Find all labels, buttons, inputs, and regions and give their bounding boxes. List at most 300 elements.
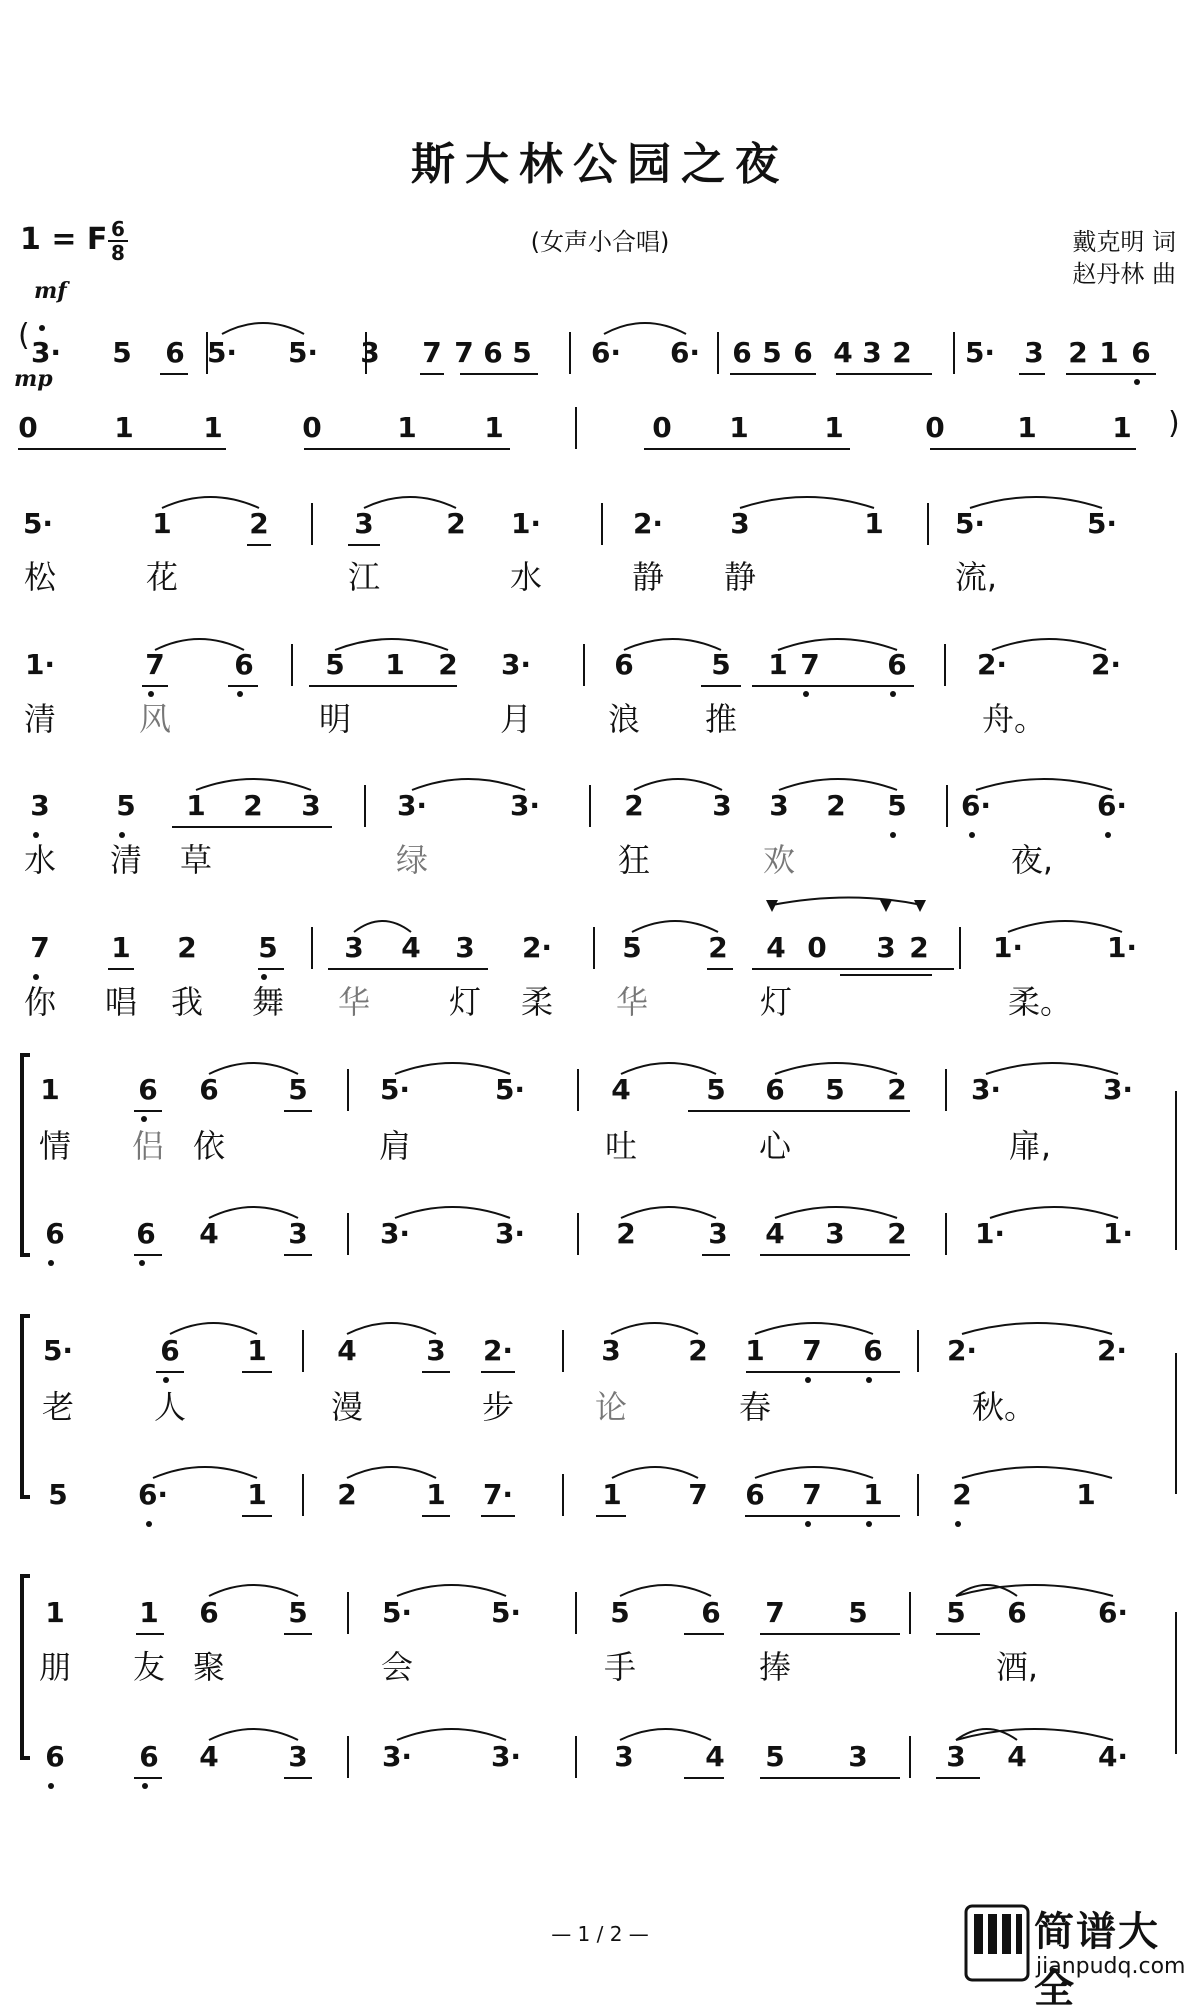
slur-r4-2	[624, 639, 721, 650]
note-r3-9: 5·	[954, 507, 986, 540]
lyric-l4-1: 风	[138, 700, 172, 738]
note-r6-14: 1·	[992, 931, 1024, 964]
note-r2-11: 1	[1112, 411, 1132, 444]
note-r1-6: 7	[422, 336, 442, 369]
note-r1-1: 5	[112, 336, 132, 369]
composer-credit: 赵丹林 曲	[1072, 260, 1176, 288]
slur-r12-0	[209, 1729, 298, 1740]
low-octave-dot-r4-2	[803, 691, 809, 697]
note-r3-8: 1	[864, 507, 884, 540]
lyric-l3-5: 静	[723, 558, 757, 596]
note-r5-10: 2	[826, 789, 846, 822]
note-r7-2: 6	[199, 1073, 219, 1106]
note-r2-2: 1	[203, 411, 223, 444]
slur-r11-1	[397, 1585, 506, 1596]
slur-r9-3	[755, 1323, 873, 1334]
subtitle: (女声小合唱)	[530, 228, 670, 256]
accent-marker-1	[880, 900, 892, 912]
note-r9-10: 6	[863, 1334, 883, 1367]
note-r8-12: 1·	[1102, 1217, 1134, 1250]
note-r6-7: 2·	[521, 931, 553, 964]
lyric-l9-5: 春	[738, 1388, 772, 1426]
note-r12-7: 4	[705, 1740, 725, 1773]
lyric-l3-6: 流,	[954, 558, 998, 596]
lyric-l11-4: 手	[603, 1648, 637, 1686]
slur-r10-4	[962, 1467, 1112, 1478]
note-r6-11: 0	[807, 931, 827, 964]
note-r11-10: 5	[946, 1596, 966, 1629]
note-r8-10: 2	[887, 1217, 907, 1250]
note-r6-3: 5	[258, 931, 278, 964]
slur-r7-3	[775, 1063, 897, 1074]
note-r10-3: 2	[337, 1478, 357, 1511]
slur-r3-3	[970, 497, 1102, 508]
slur-r5-0	[196, 779, 311, 790]
note-r8-9: 3	[825, 1217, 845, 1250]
note-r9-2: 1	[247, 1334, 267, 1367]
note-r5-13: 6·	[1096, 789, 1128, 822]
note-r1-2: 6	[165, 336, 185, 369]
low-octave-dot-r12-0	[48, 1783, 54, 1789]
lyric-l6-1: 唱	[104, 983, 138, 1021]
slur-r8-2	[621, 1207, 716, 1218]
note-r2-1: 1	[114, 411, 134, 444]
note-r1-18: 5·	[964, 336, 996, 369]
note-r2-8: 1	[824, 411, 844, 444]
note-r10-5: 7·	[482, 1478, 514, 1511]
note-r11-2: 6	[199, 1596, 219, 1629]
lyric-l9-1: 人	[153, 1388, 187, 1426]
lyric-l4-4: 浪	[607, 700, 641, 738]
slur-r9-2	[611, 1323, 698, 1334]
note-r1-21: 1	[1099, 336, 1119, 369]
note-r7-0: 1	[40, 1073, 60, 1106]
slur-r6-1	[632, 921, 718, 932]
note-r9-7: 2	[688, 1334, 708, 1367]
note-r7-3: 5	[288, 1073, 308, 1106]
low-octave-dot-r10-2	[866, 1521, 872, 1527]
note-r12-9: 3	[848, 1740, 868, 1773]
note-r12-10: 3	[946, 1740, 966, 1773]
slur-r11-0	[209, 1585, 298, 1596]
key-signature: 1 = F	[20, 222, 108, 257]
lyric-l9-3: 步	[481, 1388, 515, 1426]
note-r5-6: 3·	[509, 789, 541, 822]
note-r11-0: 1	[45, 1596, 65, 1629]
note-r4-7: 6	[614, 648, 634, 681]
note-r10-6: 1	[602, 1478, 622, 1511]
lyricist-credit: 戴克明 词	[1072, 228, 1176, 256]
note-r11-5: 5·	[490, 1596, 522, 1629]
lyric-l11-6: 酒,	[995, 1648, 1039, 1686]
low-octave-dot-r8-1	[139, 1260, 145, 1266]
low-octave-dot-r8-0	[48, 1260, 54, 1266]
note-r7-12: 3·	[1102, 1073, 1134, 1106]
note-r1-9: 5	[512, 336, 532, 369]
note-r8-1: 6	[136, 1217, 156, 1250]
lyric-l5-2: 草	[179, 841, 213, 879]
low-octave-dot-r7-0	[141, 1116, 147, 1122]
note-r11-1: 1	[139, 1596, 159, 1629]
lyric-l6-7: 华	[615, 983, 649, 1021]
note-r6-6: 3	[455, 931, 475, 964]
note-r12-3: 3	[288, 1740, 308, 1773]
lyric-l5-5: 欢	[762, 841, 796, 879]
piano-keys-icon	[964, 1904, 1030, 1984]
dynamic-mf: mf	[34, 278, 67, 304]
note-r8-2: 4	[199, 1217, 219, 1250]
note-r11-8: 7	[765, 1596, 785, 1629]
lyric-l4-0: 清	[23, 700, 57, 738]
note-r9-1: 6	[160, 1334, 180, 1367]
note-r8-11: 1·	[974, 1217, 1006, 1250]
lyric-l7-1: 侣	[131, 1127, 165, 1165]
lyric-l9-6: 秋。	[971, 1388, 1037, 1426]
intro-open-paren: (	[18, 318, 30, 353]
slur-r12-3	[956, 1729, 1113, 1740]
slur-r5-1	[412, 779, 525, 790]
note-r2-9: 0	[925, 411, 945, 444]
slur-r12-2	[620, 1729, 711, 1740]
lyric-l4-6: 舟。	[981, 700, 1047, 738]
note-r12-1: 6	[139, 1740, 159, 1773]
low-octave-dot-r5-1	[119, 832, 125, 838]
note-r4-8: 5	[711, 648, 731, 681]
note-r10-4: 1	[426, 1478, 446, 1511]
lyric-l3-3: 水	[509, 558, 543, 596]
note-r3-10: 5·	[1086, 507, 1118, 540]
note-r9-8: 1	[745, 1334, 765, 1367]
note-r10-10: 1	[863, 1478, 883, 1511]
note-r3-2: 2	[249, 507, 269, 540]
watermark-url: jianpudq.com	[1036, 1954, 1186, 1979]
lyric-l11-5: 捧	[758, 1648, 792, 1686]
slur-r8-4	[990, 1207, 1118, 1218]
low-octave-dot-r6-0	[33, 974, 39, 980]
low-octave-dot-r6-1	[261, 974, 267, 980]
slur-r11-2	[620, 1585, 711, 1596]
note-r12-4: 3·	[381, 1740, 413, 1773]
note-r10-8: 6	[745, 1478, 765, 1511]
lyric-l11-1: 友	[132, 1648, 166, 1686]
slur-r10-2	[612, 1467, 698, 1478]
note-r5-5: 3·	[396, 789, 428, 822]
note-r8-8: 4	[765, 1217, 785, 1250]
note-r6-8: 5	[622, 931, 642, 964]
slur-r7-2	[621, 1063, 716, 1074]
lyric-l3-2: 江	[347, 558, 381, 596]
lyric-l4-2: 明	[318, 700, 352, 738]
note-r1-14: 6	[793, 336, 813, 369]
note-r3-4: 2	[446, 507, 466, 540]
slur-r8-0	[209, 1207, 298, 1218]
lyric-l6-3: 舞	[251, 983, 285, 1021]
note-r5-11: 5	[887, 789, 907, 822]
lyric-l3-0: 松	[23, 558, 57, 596]
low-octave-dot-r1-0	[1134, 379, 1140, 385]
lyric-l9-2: 漫	[330, 1388, 364, 1426]
note-r9-11: 2·	[946, 1334, 978, 1367]
lyric-l6-8: 灯	[759, 983, 793, 1021]
note-r4-10: 7	[800, 648, 820, 681]
low-octave-dot-r5-0	[33, 832, 39, 838]
note-r2-7: 1	[729, 411, 749, 444]
note-r1-10: 6·	[590, 336, 622, 369]
note-r1-5: 3	[360, 336, 380, 369]
note-r4-9: 1	[768, 648, 788, 681]
slur-r10-0	[153, 1467, 257, 1478]
page-number: — 1 / 2 —	[551, 1922, 649, 1946]
lyric-l5-3: 绿	[395, 841, 429, 879]
note-r9-6: 3	[601, 1334, 621, 1367]
note-r5-0: 3	[30, 789, 50, 822]
note-r1-13: 5	[762, 336, 782, 369]
lyric-l9-0: 老	[41, 1388, 75, 1426]
slur-r6-2	[1008, 921, 1122, 932]
slur-r10-1	[347, 1467, 436, 1478]
note-r4-12: 2·	[976, 648, 1008, 681]
note-r4-6: 3·	[500, 648, 532, 681]
note-r5-8: 3	[712, 789, 732, 822]
note-r5-1: 5	[116, 789, 136, 822]
note-r5-3: 2	[243, 789, 263, 822]
note-r12-0: 6	[45, 1740, 65, 1773]
note-r5-7: 2	[624, 789, 644, 822]
slur-r1-0	[222, 323, 304, 334]
dynamic-mp: mp	[14, 366, 53, 392]
note-r9-4: 3	[426, 1334, 446, 1367]
lyric-l7-0: 情	[38, 1127, 72, 1165]
slur-r3-1	[364, 497, 456, 508]
low-octave-dot-r10-1	[805, 1521, 811, 1527]
note-r11-11: 6	[1007, 1596, 1027, 1629]
note-r11-4: 5·	[381, 1596, 413, 1629]
lyric-l9-4: 论	[594, 1388, 628, 1426]
note-r9-5: 2·	[482, 1334, 514, 1367]
note-r6-10: 4	[766, 931, 786, 964]
low-octave-dot-r10-3	[955, 1521, 961, 1527]
watermark-name: 简谱大全	[1034, 1909, 1160, 2012]
slur-r12-1	[397, 1729, 506, 1740]
note-r6-4: 3	[344, 931, 364, 964]
low-octave-dot-r9-1	[805, 1377, 811, 1383]
note-r1-11: 6·	[669, 336, 701, 369]
note-r10-1: 6·	[137, 1478, 169, 1511]
lyric-l5-4: 狂	[617, 841, 651, 879]
note-r10-12: 1	[1076, 1478, 1096, 1511]
slur-r9-1	[347, 1323, 436, 1334]
lyric-l6-0: 你	[23, 983, 57, 1021]
high-octave-dot-r1-0	[39, 325, 45, 331]
note-r3-7: 3	[730, 507, 750, 540]
note-r7-7: 5	[706, 1073, 726, 1106]
slur-r4-3	[778, 639, 897, 650]
note-r6-13: 2	[909, 931, 929, 964]
note-r5-4: 3	[301, 789, 321, 822]
note-r1-20: 2	[1068, 336, 1088, 369]
note-r4-2: 6	[234, 648, 254, 681]
note-r3-6: 2·	[632, 507, 664, 540]
note-r8-4: 3·	[379, 1217, 411, 1250]
low-octave-dot-r4-1	[237, 691, 243, 697]
note-r7-6: 4	[611, 1073, 631, 1106]
slur-r10-3	[755, 1467, 873, 1478]
note-r4-5: 2	[438, 648, 458, 681]
note-r11-9: 5	[848, 1596, 868, 1629]
lyric-l6-6: 柔	[520, 983, 554, 1021]
note-r1-15: 4	[833, 336, 853, 369]
lyric-l11-3: 会	[380, 1648, 414, 1686]
note-r4-13: 2·	[1090, 648, 1122, 681]
note-r1-22: 6	[1131, 336, 1151, 369]
watermark-logo	[964, 1900, 1194, 2012]
low-octave-dot-r10-0	[146, 1521, 152, 1527]
note-r12-6: 3	[614, 1740, 634, 1773]
note-r10-11: 2	[952, 1478, 972, 1511]
note-r8-0: 6	[45, 1217, 65, 1250]
slur-r5-2	[634, 779, 722, 790]
lyric-l6-5: 灯	[448, 983, 482, 1021]
note-r6-5: 4	[401, 931, 421, 964]
note-r4-3: 5	[325, 648, 345, 681]
note-r11-3: 5	[288, 1596, 308, 1629]
note-r4-0: 1·	[24, 648, 56, 681]
low-octave-dot-r4-0	[148, 691, 154, 697]
slur-r8-1	[395, 1207, 510, 1218]
note-r5-9: 3	[769, 789, 789, 822]
low-octave-dot-r9-0	[163, 1377, 169, 1383]
slur-r1-1	[604, 323, 686, 334]
lyric-l7-2: 依	[192, 1127, 226, 1165]
slur-accent-r6	[772, 898, 922, 906]
slur-r11-3	[956, 1585, 1113, 1596]
slur-r9-0	[170, 1323, 257, 1334]
lyric-l6-4: 华	[337, 983, 371, 1021]
note-r12-2: 4	[199, 1740, 219, 1773]
lyric-l4-5: 推	[704, 700, 738, 738]
lyric-l4-3: 月	[499, 700, 533, 738]
note-r7-8: 6	[765, 1073, 785, 1106]
note-r4-1: 7	[145, 648, 165, 681]
lyric-l5-0: 水	[23, 841, 57, 879]
slur-r4-0	[155, 639, 244, 650]
lyric-l6-9: 柔。	[1007, 983, 1073, 1021]
note-r10-0: 5	[48, 1478, 68, 1511]
note-r1-16: 3	[862, 336, 882, 369]
note-r10-2: 1	[247, 1478, 267, 1511]
meter-bottom: 8	[111, 241, 125, 265]
note-r2-4: 1	[397, 411, 417, 444]
note-r3-5: 1·	[510, 507, 542, 540]
note-r8-5: 3·	[494, 1217, 526, 1250]
note-r9-9: 7	[802, 1334, 822, 1367]
lyric-l11-0: 朋	[38, 1648, 72, 1686]
slur-r7-1	[395, 1063, 510, 1074]
slur-r5-3	[779, 779, 897, 790]
note-r6-0: 7	[30, 931, 50, 964]
lyric-l5-6: 夜,	[1010, 841, 1054, 879]
note-r2-10: 1	[1017, 411, 1037, 444]
lyric-l11-2: 聚	[192, 1648, 226, 1686]
note-r3-0: 5·	[22, 507, 54, 540]
slur-r3-0	[162, 497, 259, 508]
lyric-l6-2: 我	[170, 983, 204, 1021]
system-brace-2	[22, 1576, 30, 1758]
slur-r9-4	[962, 1323, 1112, 1334]
slur-r3-2	[740, 497, 874, 508]
note-r6-12: 3	[876, 931, 896, 964]
slur-r4-1	[335, 639, 448, 650]
slur-r4-4	[992, 639, 1106, 650]
lyric-l7-5: 心	[758, 1127, 792, 1165]
note-r6-1: 1	[111, 931, 131, 964]
note-r1-8: 6	[483, 336, 503, 369]
note-r9-3: 4	[337, 1334, 357, 1367]
note-r2-6: 0	[652, 411, 672, 444]
song-title: 斯大林公园之夜	[411, 139, 789, 190]
meter-top: 6	[111, 217, 125, 241]
note-r11-12: 6·	[1097, 1596, 1129, 1629]
note-r7-9: 5	[825, 1073, 845, 1106]
note-r6-9: 2	[708, 931, 728, 964]
note-r5-2: 1	[186, 789, 206, 822]
note-r8-7: 3	[708, 1217, 728, 1250]
note-r10-9: 7	[802, 1478, 822, 1511]
note-r11-7: 6	[701, 1596, 721, 1629]
note-r3-1: 1	[152, 507, 172, 540]
accent-marker-0	[766, 900, 778, 912]
lyric-l3-1: 花	[145, 558, 179, 596]
low-octave-dot-r5-2	[890, 832, 896, 838]
note-r1-19: 3	[1024, 336, 1044, 369]
slur-r5-4	[976, 779, 1112, 790]
note-r2-3: 0	[302, 411, 322, 444]
lyric-l3-4: 静	[631, 558, 665, 596]
low-octave-dot-r12-1	[142, 1783, 148, 1789]
slur-r8-3	[775, 1207, 897, 1218]
note-r3-3: 3	[354, 507, 374, 540]
accent-marker-2	[914, 900, 926, 912]
note-r6-15: 1·	[1106, 931, 1138, 964]
note-r5-12: 6·	[960, 789, 992, 822]
note-r4-4: 1	[385, 648, 405, 681]
note-r9-12: 2·	[1096, 1334, 1128, 1367]
note-r6-2: 2	[177, 931, 197, 964]
note-r4-11: 6	[887, 648, 907, 681]
note-r12-5: 3·	[490, 1740, 522, 1773]
note-r2-0: 0	[18, 411, 38, 444]
note-r7-4: 5·	[379, 1073, 411, 1106]
note-r1-12: 6	[732, 336, 752, 369]
slur-r7-4	[986, 1063, 1118, 1074]
note-r1-0: 3·	[30, 336, 62, 369]
note-r12-12: 4·	[1097, 1740, 1129, 1773]
note-r1-4: 5·	[287, 336, 319, 369]
note-r7-10: 2	[887, 1073, 907, 1106]
low-octave-dot-r9-2	[866, 1377, 872, 1383]
note-r12-11: 4	[1007, 1740, 1027, 1773]
note-r1-7: 7	[454, 336, 474, 369]
lyric-l5-1: 清	[109, 841, 143, 879]
note-r9-0: 5·	[42, 1334, 74, 1367]
note-r8-3: 3	[288, 1217, 308, 1250]
note-r2-5: 1	[484, 411, 504, 444]
note-r10-7: 7	[688, 1478, 708, 1511]
note-r1-17: 2	[892, 336, 912, 369]
note-r7-5: 5·	[494, 1073, 526, 1106]
lyric-l7-4: 吐	[604, 1127, 638, 1165]
system-brace-1	[22, 1316, 30, 1497]
